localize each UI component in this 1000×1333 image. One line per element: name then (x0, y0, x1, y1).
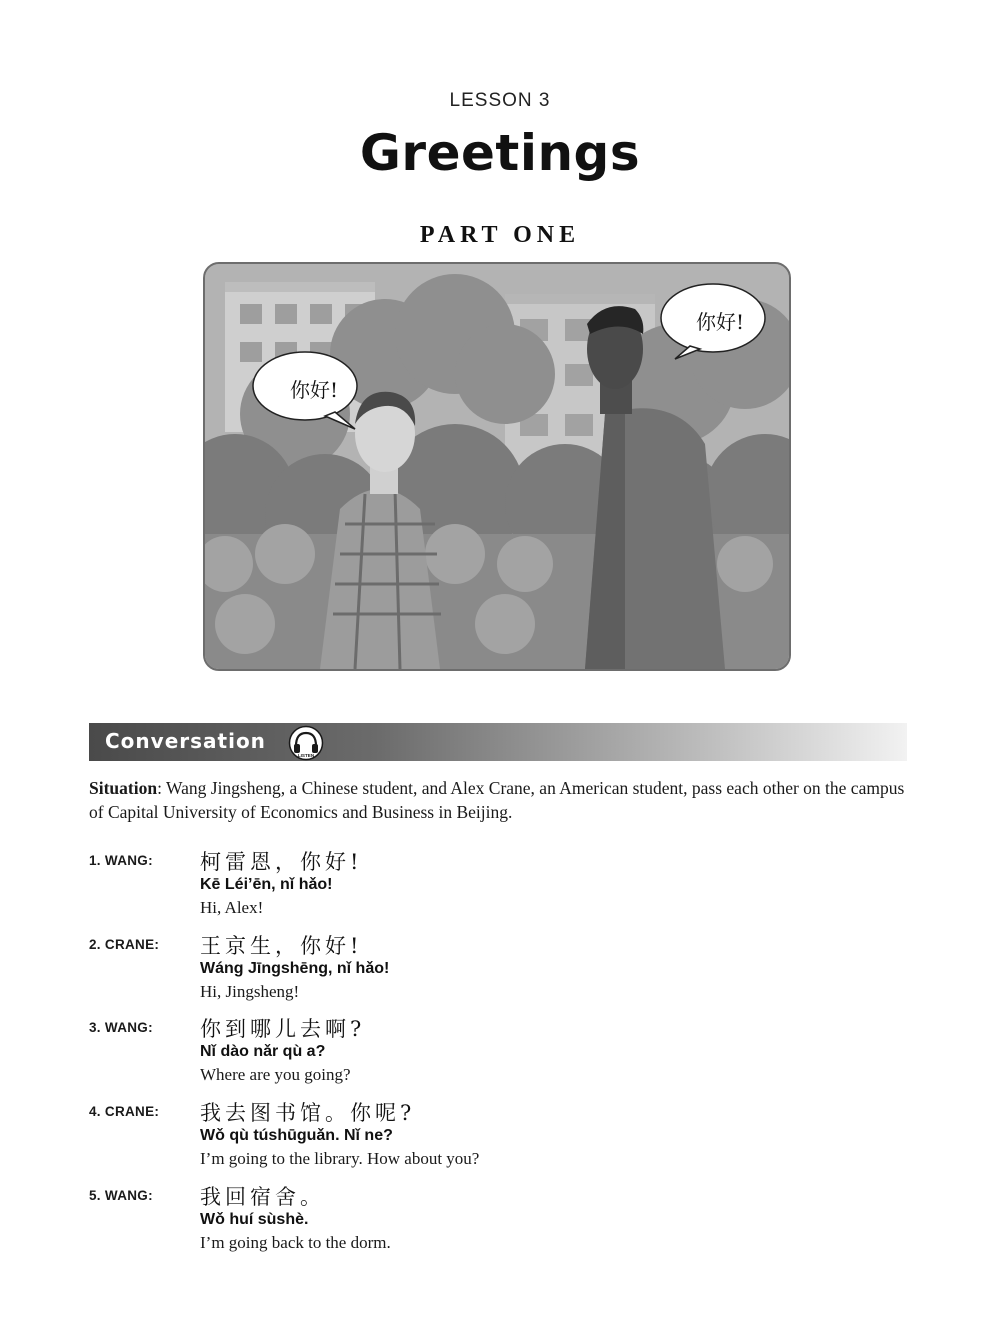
conversation-section-header (89, 723, 907, 761)
english-text: I’m going to the library. How about you? (200, 1149, 480, 1168)
part-title: PART ONE (419, 222, 581, 248)
lesson-illustration (203, 262, 791, 671)
english-text: Hi, Jingsheng! (200, 982, 300, 1001)
speaker-label: 3. WANG: (89, 1020, 153, 1035)
chinese-text: 我回宿舍。 (200, 1185, 325, 1209)
lesson-label: LESSON 3 (449, 90, 551, 111)
section-title: Conversation (105, 729, 266, 753)
situation-label: Situation (89, 778, 158, 798)
english-text: Where are you going? (200, 1065, 351, 1084)
chinese-text: 王京生，你好! (200, 934, 363, 958)
listen-icon-label: LISTEN (297, 753, 315, 758)
chinese-text: 柯雷恩，你好! (200, 850, 363, 874)
pinyin-text: Wǒ qù túshūguǎn. Nǐ ne? (200, 1127, 393, 1144)
chinese-text: 你到哪儿去啊? (200, 1017, 366, 1041)
pinyin-text: Kē Léi’ēn, nǐ hǎo! (200, 876, 333, 893)
pinyin-text: Wǒ huí sùshè. (200, 1211, 309, 1228)
pinyin-text: Wáng Jīngshēng, nǐ hǎo! (200, 960, 390, 977)
speaker-label: 1. WANG: (89, 853, 153, 868)
speech-bubble-right: 你好! (696, 310, 745, 334)
english-text: I’m going back to the dorm. (200, 1233, 391, 1252)
speaker-label: 5. WANG: (89, 1188, 153, 1203)
headphones-listen-icon[interactable] (288, 725, 324, 761)
english-text: Hi, Alex! (200, 898, 264, 917)
speech-bubble-left: 你好! (290, 378, 339, 402)
speaker-label: 2. CRANE: (89, 937, 160, 952)
situation-paragraph (89, 776, 907, 824)
speaker-label: 4. CRANE: (89, 1104, 160, 1119)
pinyin-text: Nǐ dào nǎr qù a? (200, 1043, 326, 1060)
lesson-title: Greetings (359, 124, 641, 182)
chinese-text: 我去图书馆。你呢? (200, 1101, 416, 1125)
situation-text: : Wang Jingsheng, a Chinese student, and Alex Crane, an American student, pass each other on the campus of Capital University of Economics and Business in Beijing. (89, 778, 905, 822)
